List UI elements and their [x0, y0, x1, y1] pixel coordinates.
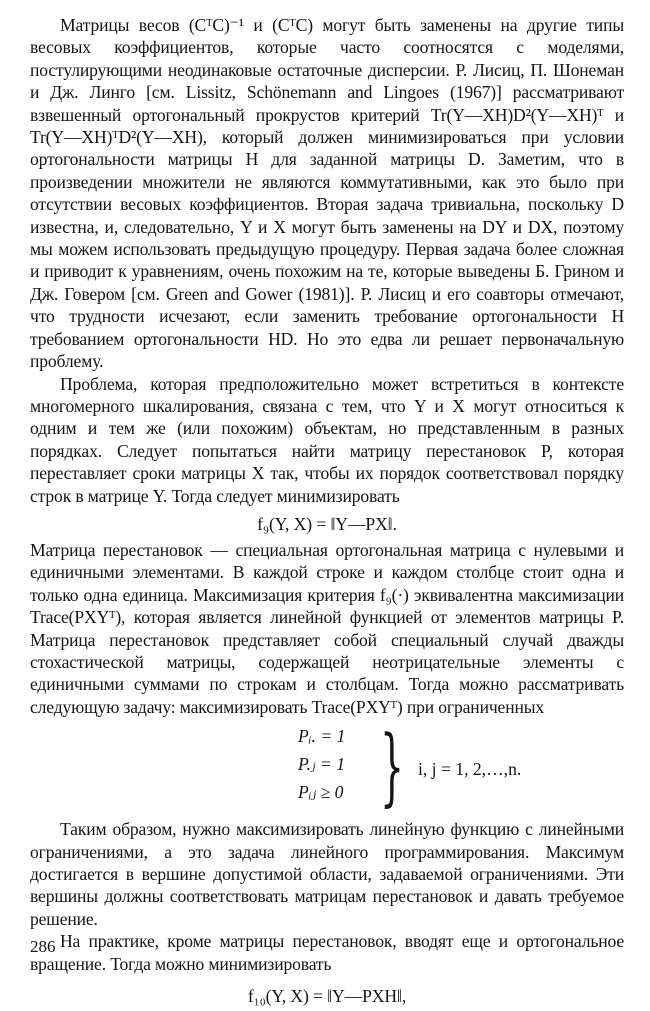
paragraph-weights: Матрицы весов (CᵀC)⁻¹ и (CᵀC) могут быть заменены на другие типы весовых коэффициентов, которые часто соотносятся с моделями, постулирующими неодинаковые остаточные дисперсии. Р. Лисиц, П. Шонеман и Дж. Линго [см. Lissitz, Schönemann and Lingoes (1967)] рассматривают взвешенный ортогональный прокрустов критерий Tr(Y—XH)D²(Y—XH)ᵀ и Tr(Y—XH)ᵀD²(Y—XH), который должен минимизироваться при условии ортогональности матрицы H для заданной матрицы D. Заметим, что в произведении множители не являются коммутативными, как это было при отсутствии весовых коэффициентов. Вторая задача тривиальна, поскольку D известна, и, следовательно, Y и X могут быть заменены на DY и DX, поэтому мы можем использовать предыдущую процедуру. Первая задача более сложная и приводит к уравнениям, очень похожим на те, которые выведены Б. Грином и Дж. Говером [см. Green and Gower (1981)]. Р. Лисиц и его соавторы отмечают, что трудности исчезают, если заменить требование ортогональности H требованием ортогональности HD. Но это едва ли решает первоначальную проблему. — [30, 15, 624, 372]
formula-f10: f₁₀(Y, X) = ‖Y—PXH‖, — [247, 986, 407, 1007]
constraint-nonnegative: Pᵢⱼ ≥ 0 — [298, 782, 344, 803]
formula-f9: f₉(Y, X) = ‖Y—PX‖. — [257, 513, 397, 534]
paragraph-orthogonal-rotation: На практике, кроме матрицы перестановок, вводят еще и ортогональное вращение. Тогда можно минимизировать — [30, 931, 624, 974]
page-body — [30, 14, 624, 1011]
constraints-block — [30, 717, 624, 816]
page-number: 286 — [30, 937, 56, 956]
paragraph-permutation-matrix: Матрица перестановок — специальная ортогональная матрица с нулевыми и единичными элементами. В каждой строке и каждом столбце стоит одна и только одна единица. Максимизация критерия f₉(·) эквивалентна максимизации Trace(PXYᵀ), которая является линейной функцией от элементов матрицы P. Матрица перестановок представляет собой специальный случай дважды стохастической матрицы, содержащей неотрицательные элементы с единичными суммами по строкам и столбцам. Тогда можно рассматривать следующую задачу: максимизировать Trace(PXYᵀ) при ограниченных — [30, 539, 624, 717]
constraint-lines — [298, 722, 388, 806]
paragraph-linear-programming: Таким образом, нужно максимизировать линейную функцию с линейными ограничениями, а это задача линейного программирования. Максимум достигается в вершине допустимой области, задаваемой ограничениями. Эти вершины должны соответствовать матрицам перестановок и давать требуемое решение. — [30, 819, 624, 929]
paragraph-permutation-problem: Проблема, которая предположительно может встретиться в контексте многомерного шкалирования, связана с тем, что Y и X могут относиться к одним и тем же (или похожим) объектам, но представленным в разных порядках. Следует попытаться найти матрицу перестановок P, которая переставляет сроки матрицы X так, чтобы их порядок соответствовал порядку строк в матрице Y. Тогда следует минимизировать — [30, 373, 624, 506]
constraint-row-sum: Pᵢ. = 1 — [298, 726, 346, 747]
constraint-column-sum: P.ⱼ = 1 — [298, 754, 345, 775]
constraint-index-range: i, j = 1, 2,…,n. — [418, 759, 522, 780]
right-brace: } — [380, 717, 405, 816]
